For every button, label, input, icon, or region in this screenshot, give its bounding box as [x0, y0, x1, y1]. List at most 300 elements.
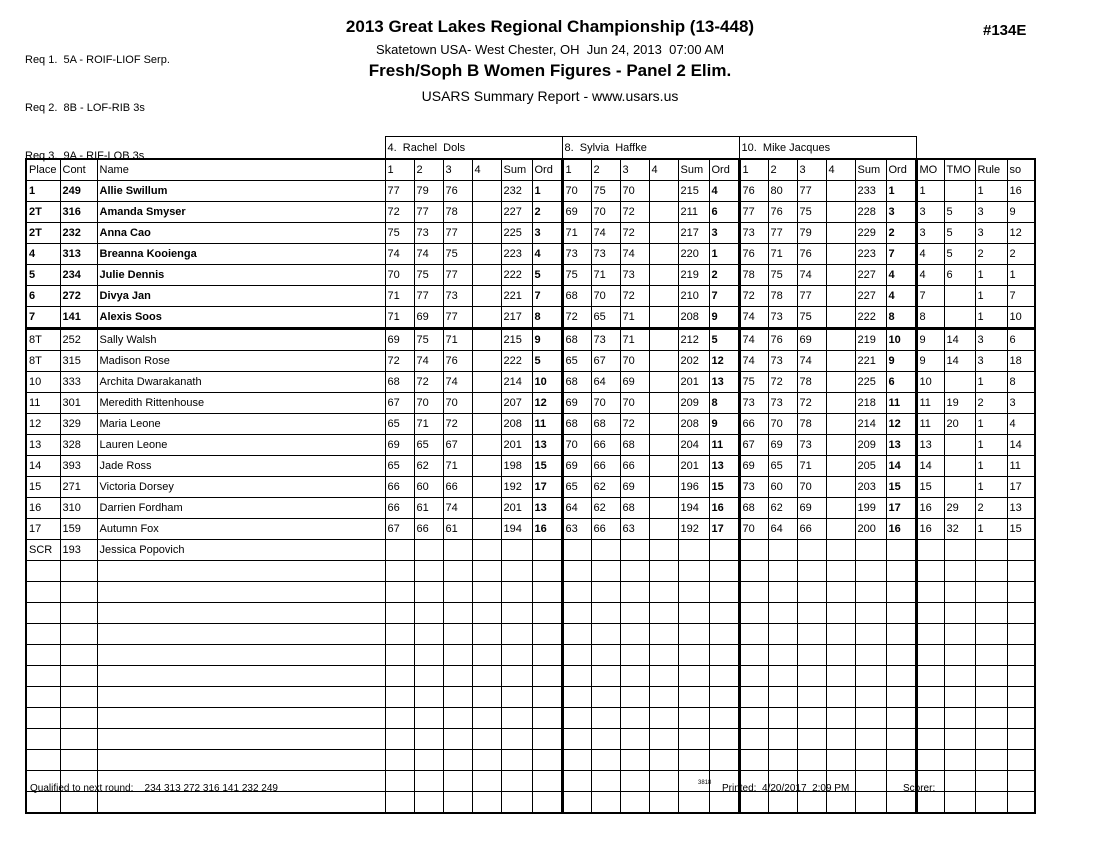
empty-cell	[1007, 645, 1035, 666]
empty-cell	[649, 792, 678, 814]
empty-cell	[739, 687, 768, 708]
score-cell: 67	[385, 519, 414, 540]
score-cell: 75	[414, 329, 443, 351]
empty-cell	[739, 792, 768, 814]
empty-cell	[826, 666, 855, 687]
empty-cell	[591, 645, 620, 666]
score-cell: 77	[414, 202, 443, 223]
empty-cell	[975, 750, 1007, 771]
score-cell	[591, 540, 620, 561]
score-cell: 60	[414, 477, 443, 498]
score-cell: 72	[620, 286, 649, 307]
place-cell: SCR	[26, 540, 60, 561]
score-cell: 70	[739, 519, 768, 540]
ord-cell: 2	[709, 265, 739, 286]
score-cell: 70	[620, 181, 649, 202]
score-cell: 66	[414, 519, 443, 540]
empty-cell	[472, 792, 501, 814]
empty-cell	[797, 687, 826, 708]
mo-cell	[916, 540, 944, 561]
sum-cell: 222	[501, 351, 532, 372]
score-cell	[649, 351, 678, 372]
place-cell: 5	[26, 265, 60, 286]
empty-cell	[26, 729, 60, 750]
sum-cell: 227	[855, 286, 886, 307]
sum-cell: 209	[678, 393, 709, 414]
empty-cell	[414, 561, 443, 582]
empty-cell	[562, 708, 591, 729]
score-cell: 75	[443, 244, 472, 265]
score-cell	[472, 223, 501, 244]
ord-cell: 9	[709, 414, 739, 435]
tmo-cell: 14	[944, 351, 975, 372]
requirement-3: Req 3. 9A - RIF-LOB 3s	[25, 150, 145, 162]
score-cell	[649, 307, 678, 329]
empty-cell	[916, 603, 944, 624]
empty-cell	[60, 687, 97, 708]
ord-cell: 4	[709, 181, 739, 202]
empty-cell	[472, 666, 501, 687]
empty-cell	[591, 771, 620, 792]
empty-cell	[649, 729, 678, 750]
empty-cell	[886, 666, 916, 687]
sum-cell: 217	[678, 223, 709, 244]
ord-cell: 13	[709, 456, 739, 477]
col-header-score: 1	[385, 159, 414, 181]
col-header-score: 3	[443, 159, 472, 181]
score-cell: 63	[620, 519, 649, 540]
score-cell	[562, 540, 591, 561]
cont-cell: 272	[60, 286, 97, 307]
rule-cell: 3	[975, 351, 1007, 372]
score-cell: 74	[739, 329, 768, 351]
ord-cell	[532, 540, 562, 561]
empty-cell	[385, 687, 414, 708]
empty-cell	[620, 750, 649, 771]
ord-cell: 15	[532, 456, 562, 477]
score-cell	[472, 498, 501, 519]
so-cell: 10	[1007, 307, 1035, 329]
cont-cell: 271	[60, 477, 97, 498]
rule-cell: 1	[975, 519, 1007, 540]
cont-cell: 333	[60, 372, 97, 393]
col-header-score: Sum	[501, 159, 532, 181]
result-row	[26, 351, 1035, 372]
empty-cell	[739, 645, 768, 666]
empty-cell	[472, 624, 501, 645]
empty-cell	[916, 582, 944, 603]
tmo-cell: 5	[944, 202, 975, 223]
score-cell: 62	[591, 498, 620, 519]
score-cell: 75	[768, 265, 797, 286]
empty-cell	[97, 561, 385, 582]
score-cell: 77	[739, 202, 768, 223]
empty-cell	[1007, 687, 1035, 708]
scorer-line: Scorer:	[903, 783, 936, 794]
name-cell: Sally Walsh	[97, 329, 385, 351]
result-row	[26, 223, 1035, 244]
name-cell: Archita Dwarakanath	[97, 372, 385, 393]
name-cell: Amanda Smyser	[97, 202, 385, 223]
col-header-score: 4	[649, 159, 678, 181]
so-cell: 9	[1007, 202, 1035, 223]
empty-cell	[944, 582, 975, 603]
score-cell: 71	[414, 414, 443, 435]
ord-cell: 10	[886, 329, 916, 351]
empty-cell	[60, 792, 97, 814]
place-cell: 4	[26, 244, 60, 265]
ord-cell: 13	[709, 372, 739, 393]
tmo-cell	[944, 456, 975, 477]
score-cell: 70	[797, 477, 826, 498]
ord-cell: 13	[532, 498, 562, 519]
empty-cell	[591, 750, 620, 771]
sum-cell: 221	[855, 351, 886, 372]
empty-cell	[1007, 792, 1035, 814]
empty-cell	[975, 666, 1007, 687]
rule-cell: 2	[975, 498, 1007, 519]
score-cell: 72	[620, 414, 649, 435]
score-cell	[649, 435, 678, 456]
score-cell: 75	[739, 372, 768, 393]
score-cell: 68	[739, 498, 768, 519]
score-cell	[649, 519, 678, 540]
empty-cell	[501, 582, 532, 603]
name-cell: Anna Cao	[97, 223, 385, 244]
score-cell: 67	[591, 351, 620, 372]
doc-code: #134E	[983, 22, 1027, 39]
empty-cell	[591, 708, 620, 729]
empty-cell	[591, 561, 620, 582]
empty-cell	[944, 729, 975, 750]
col-header-score: 2	[591, 159, 620, 181]
empty-cell	[855, 771, 886, 792]
score-cell: 65	[385, 414, 414, 435]
col-header-score: Sum	[855, 159, 886, 181]
empty-cell	[501, 624, 532, 645]
empty-cell	[385, 603, 414, 624]
empty-cell	[532, 603, 562, 624]
empty-cell	[975, 792, 1007, 814]
score-cell: 70	[591, 202, 620, 223]
mo-cell: 3	[916, 202, 944, 223]
score-cell: 71	[591, 265, 620, 286]
empty-cell	[944, 624, 975, 645]
empty-cell	[768, 666, 797, 687]
rule-cell: 1	[975, 456, 1007, 477]
name-cell: Alexis Soos	[97, 307, 385, 329]
ord-cell: 4	[532, 244, 562, 265]
score-cell	[826, 329, 855, 351]
score-cell	[826, 307, 855, 329]
col-header-score: 1	[562, 159, 591, 181]
rule-cell: 2	[975, 244, 1007, 265]
empty-cell	[768, 582, 797, 603]
empty-cell	[739, 708, 768, 729]
empty-cell	[443, 792, 472, 814]
sum-cell: 215	[678, 181, 709, 202]
score-cell: 70	[768, 414, 797, 435]
score-cell: 67	[443, 435, 472, 456]
ord-cell: 12	[709, 351, 739, 372]
sum-cell: 201	[501, 435, 532, 456]
empty-cell	[97, 750, 385, 771]
rule-cell: 1	[975, 181, 1007, 202]
col-header-score: Ord	[709, 159, 739, 181]
empty-cell	[1007, 708, 1035, 729]
mo-cell: 8	[916, 307, 944, 329]
ord-cell: 5	[532, 265, 562, 286]
score-cell: 64	[562, 498, 591, 519]
score-cell: 74	[414, 351, 443, 372]
score-cell: 69	[562, 393, 591, 414]
judge-name: 10. Mike Jacques	[739, 137, 916, 160]
score-cell	[472, 519, 501, 540]
result-row	[26, 435, 1035, 456]
score-cell	[472, 286, 501, 307]
empty-row	[26, 687, 1035, 708]
ord-cell: 16	[709, 498, 739, 519]
score-cell: 63	[562, 519, 591, 540]
so-cell: 6	[1007, 329, 1035, 351]
empty-cell	[916, 687, 944, 708]
score-cell: 76	[443, 351, 472, 372]
score-cell: 70	[385, 265, 414, 286]
score-cell	[472, 202, 501, 223]
empty-cell	[709, 603, 739, 624]
empty-cell	[26, 708, 60, 729]
requirement-2: Req 2. 8B - LOF-RIB 3s	[25, 102, 145, 114]
sum-cell: 205	[855, 456, 886, 477]
cont-cell: 328	[60, 435, 97, 456]
ord-cell: 9	[532, 329, 562, 351]
empty-cell	[562, 645, 591, 666]
score-cell	[472, 181, 501, 202]
empty-cell	[826, 708, 855, 729]
column-header-row	[26, 159, 1035, 181]
result-row	[26, 307, 1035, 329]
empty-cell	[855, 729, 886, 750]
empty-cell	[60, 708, 97, 729]
empty-cell	[414, 750, 443, 771]
score-cell	[472, 372, 501, 393]
sum-cell: 202	[678, 351, 709, 372]
empty-cell	[532, 750, 562, 771]
rule-cell: 1	[975, 286, 1007, 307]
sum-cell: 227	[855, 265, 886, 286]
sum-cell: 214	[855, 414, 886, 435]
empty-cell	[768, 750, 797, 771]
empty-cell	[886, 645, 916, 666]
empty-cell	[26, 582, 60, 603]
empty-cell	[562, 792, 591, 814]
score-cell: 68	[562, 372, 591, 393]
ord-cell: 5	[709, 329, 739, 351]
sum-cell: 228	[855, 202, 886, 223]
tmo-cell	[944, 435, 975, 456]
empty-cell	[532, 708, 562, 729]
mo-cell: 9	[916, 329, 944, 351]
result-row	[26, 540, 1035, 561]
judge-name: 4. Rachel Dols	[385, 137, 562, 160]
empty-cell	[797, 603, 826, 624]
cont-cell: 232	[60, 223, 97, 244]
score-cell: 71	[443, 456, 472, 477]
empty-cell	[532, 666, 562, 687]
empty-cell	[678, 624, 709, 645]
empty-cell	[97, 729, 385, 750]
cont-cell: 301	[60, 393, 97, 414]
name-cell: Jade Ross	[97, 456, 385, 477]
so-cell: 3	[1007, 393, 1035, 414]
ord-cell: 3	[886, 202, 916, 223]
score-cell	[472, 307, 501, 329]
empty-cell	[975, 561, 1007, 582]
score-cell: 66	[385, 477, 414, 498]
score-cell	[649, 540, 678, 561]
rule-cell: 1	[975, 265, 1007, 286]
empty-cell	[60, 603, 97, 624]
score-cell: 71	[620, 307, 649, 329]
score-cell: 70	[443, 393, 472, 414]
cont-cell: 249	[60, 181, 97, 202]
place-cell: 10	[26, 372, 60, 393]
ord-cell: 6	[709, 202, 739, 223]
judge-header-row	[26, 137, 1035, 160]
score-cell	[443, 540, 472, 561]
sum-cell: 208	[501, 414, 532, 435]
name-cell: Madison Rose	[97, 351, 385, 372]
ord-cell: 5	[532, 351, 562, 372]
score-cell	[649, 223, 678, 244]
empty-cell	[26, 792, 60, 814]
score-cell: 73	[739, 393, 768, 414]
empty-cell	[532, 624, 562, 645]
score-cell: 68	[562, 286, 591, 307]
name-cell: Victoria Dorsey	[97, 477, 385, 498]
score-cell: 74	[797, 265, 826, 286]
score-cell: 70	[562, 181, 591, 202]
score-cell: 65	[562, 351, 591, 372]
empty-cell	[501, 645, 532, 666]
empty-cell	[385, 708, 414, 729]
empty-cell	[620, 729, 649, 750]
score-cell: 70	[591, 393, 620, 414]
empty-cell	[562, 603, 591, 624]
score-cell: 66	[443, 477, 472, 498]
score-cell: 75	[414, 265, 443, 286]
score-cell: 72	[739, 286, 768, 307]
result-row	[26, 244, 1035, 265]
sum-cell: 208	[678, 307, 709, 329]
score-cell	[472, 435, 501, 456]
ord-cell	[886, 540, 916, 561]
col-header-name: Name	[97, 159, 385, 181]
mo-cell: 13	[916, 435, 944, 456]
empty-cell	[855, 582, 886, 603]
score-cell: 71	[797, 456, 826, 477]
empty-cell	[501, 561, 532, 582]
empty-cell	[826, 561, 855, 582]
score-cell	[649, 393, 678, 414]
empty-cell	[620, 771, 649, 792]
sum-cell: 203	[855, 477, 886, 498]
empty-cell	[60, 750, 97, 771]
empty-cell	[97, 582, 385, 603]
score-cell: 65	[414, 435, 443, 456]
score-cell: 78	[739, 265, 768, 286]
empty-cell	[649, 561, 678, 582]
ord-cell: 2	[886, 223, 916, 244]
empty-cell	[414, 582, 443, 603]
empty-cell	[591, 666, 620, 687]
score-cell: 69	[562, 456, 591, 477]
score-cell	[826, 456, 855, 477]
empty-cell	[501, 750, 532, 771]
score-cell: 77	[797, 286, 826, 307]
score-cell: 66	[591, 456, 620, 477]
empty-cell	[385, 666, 414, 687]
score-cell: 73	[768, 351, 797, 372]
score-cell: 71	[385, 307, 414, 329]
ord-cell: 6	[886, 372, 916, 393]
col-header-score: 4	[472, 159, 501, 181]
empty-cell	[797, 708, 826, 729]
ord-cell	[709, 540, 739, 561]
score-cell: 66	[739, 414, 768, 435]
empty-cell	[975, 729, 1007, 750]
score-cell: 61	[414, 498, 443, 519]
empty-cell	[916, 645, 944, 666]
empty-cell	[472, 750, 501, 771]
mo-cell: 11	[916, 414, 944, 435]
empty-cell	[443, 624, 472, 645]
empty-cell	[768, 645, 797, 666]
empty-cell	[944, 750, 975, 771]
empty-cell	[797, 561, 826, 582]
empty-cell	[443, 603, 472, 624]
empty-cell	[886, 561, 916, 582]
score-cell: 69	[620, 477, 649, 498]
col-header-score: 2	[768, 159, 797, 181]
empty-cell	[916, 708, 944, 729]
score-cell: 66	[385, 498, 414, 519]
result-row	[26, 477, 1035, 498]
sum-cell: 212	[678, 329, 709, 351]
score-cell: 78	[768, 286, 797, 307]
place-cell: 14	[26, 456, 60, 477]
empty-cell	[678, 645, 709, 666]
score-cell: 66	[591, 519, 620, 540]
cont-cell: 329	[60, 414, 97, 435]
so-cell: 7	[1007, 286, 1035, 307]
empty-cell	[414, 687, 443, 708]
ord-cell: 7	[709, 286, 739, 307]
score-cell: 73	[739, 223, 768, 244]
sum-cell: 215	[501, 329, 532, 351]
sum-cell: 219	[678, 265, 709, 286]
score-cell: 72	[414, 372, 443, 393]
score-cell: 70	[591, 286, 620, 307]
score-cell: 72	[620, 223, 649, 244]
score-cell: 71	[562, 223, 591, 244]
empty-cell	[855, 603, 886, 624]
score-cell: 72	[768, 372, 797, 393]
empty-cell	[443, 561, 472, 582]
empty-cell	[414, 666, 443, 687]
empty-cell	[797, 792, 826, 814]
empty-cell	[620, 645, 649, 666]
